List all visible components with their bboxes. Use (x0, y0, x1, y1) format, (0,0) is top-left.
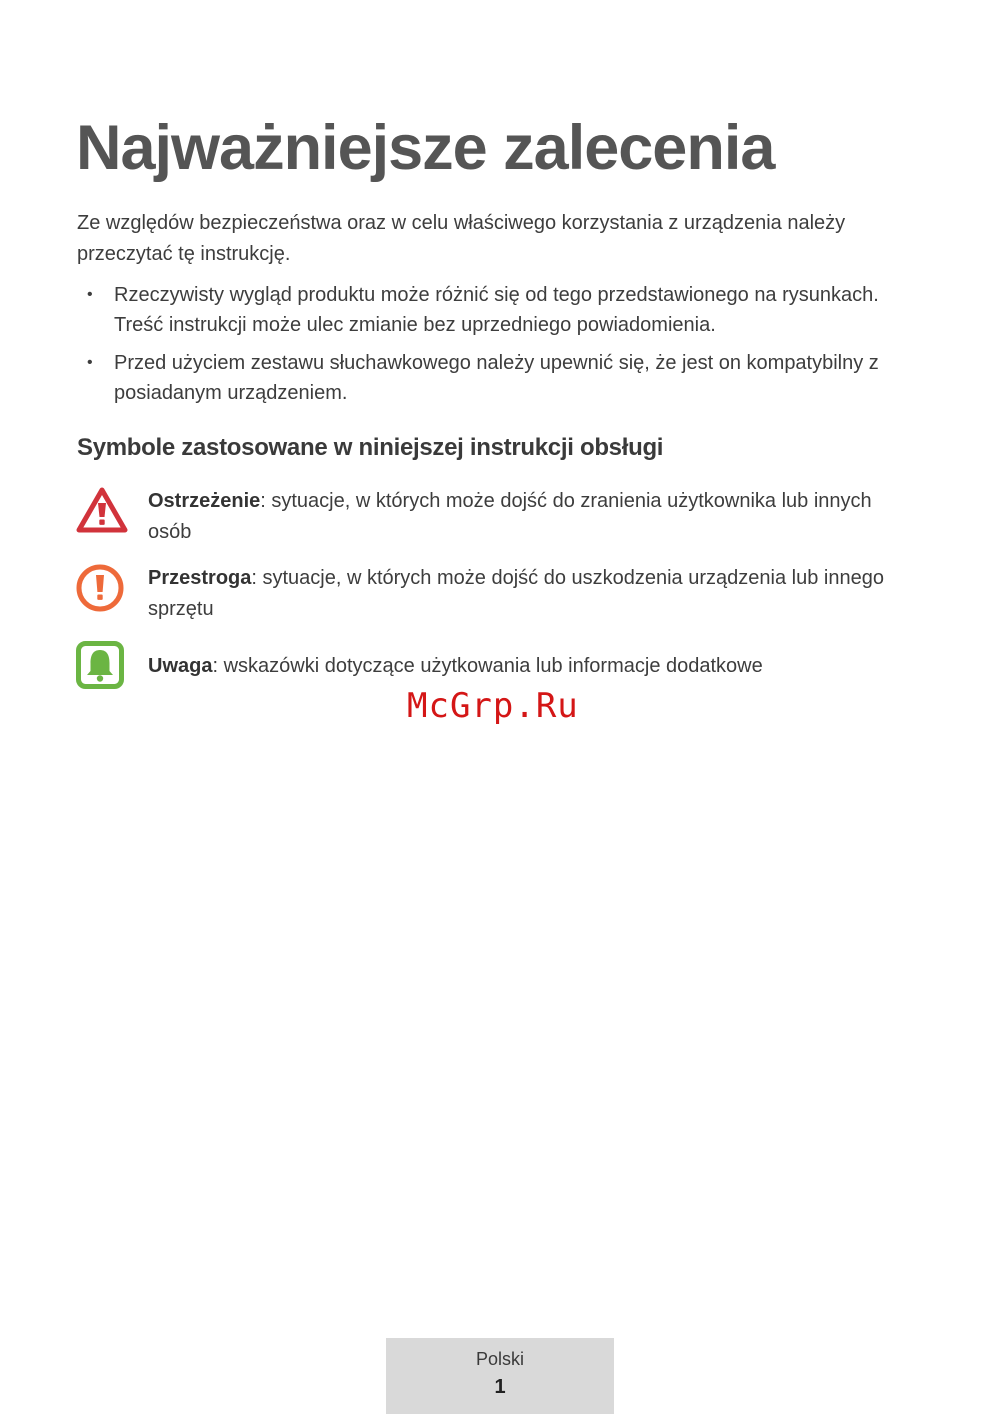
symbol-desc: : sytuacje, w których może dojść do uszkodzenia urządzenia lub innego sprzętu (148, 567, 884, 620)
list-item (77, 280, 917, 340)
watermark-text: McGrp.Ru (407, 686, 579, 726)
list-item-text: Rzeczywisty wygląd produktu może różnić się od tego przedstawionego na rysunkach. Treść instrukcji może ulec zmianie bez uprzedniego powiadomienia. (114, 284, 879, 336)
symbols-heading: Symbole zastosowane w niniejszej instrukcji obsługi (77, 434, 664, 461)
notes-list (77, 280, 917, 416)
symbol-term: Uwaga (148, 655, 213, 677)
symbol-term: Ostrzeżenie (148, 490, 261, 512)
symbol-desc: : sytuacje, w których może dojść do zranienia użytkownika lub innych osób (148, 490, 872, 543)
bullet-icon: • (87, 286, 93, 303)
page-footer (386, 1338, 614, 1414)
symbol-term: Przestroga (148, 567, 252, 589)
footer-language: Polski (475, 1349, 524, 1369)
list-item-text: Przed użyciem zestawu słuchawkowego należy upewnić się, że jest on kompatybilny z posiadanym urządzeniem. (114, 352, 879, 404)
bullet-icon: • (87, 354, 93, 371)
note-bell-icon (76, 641, 124, 689)
symbol-description (148, 563, 908, 625)
intro-paragraph: Ze względów bezpieczeństwa oraz w celu właściwego korzystania z urządzenia należy przeczytać tę instrukcję. (77, 212, 846, 265)
page-number: 1 (494, 1376, 506, 1398)
caution-circle-icon (76, 563, 124, 611)
list-item (77, 348, 917, 408)
warning-triangle-icon (76, 486, 124, 534)
symbol-description (148, 486, 908, 548)
symbol-description (148, 651, 908, 682)
page-title: Najważniejsze zalecenia (76, 113, 775, 183)
symbol-desc: : wskazówki dotyczące użytkowania lub informacje dodatkowe (212, 655, 763, 677)
